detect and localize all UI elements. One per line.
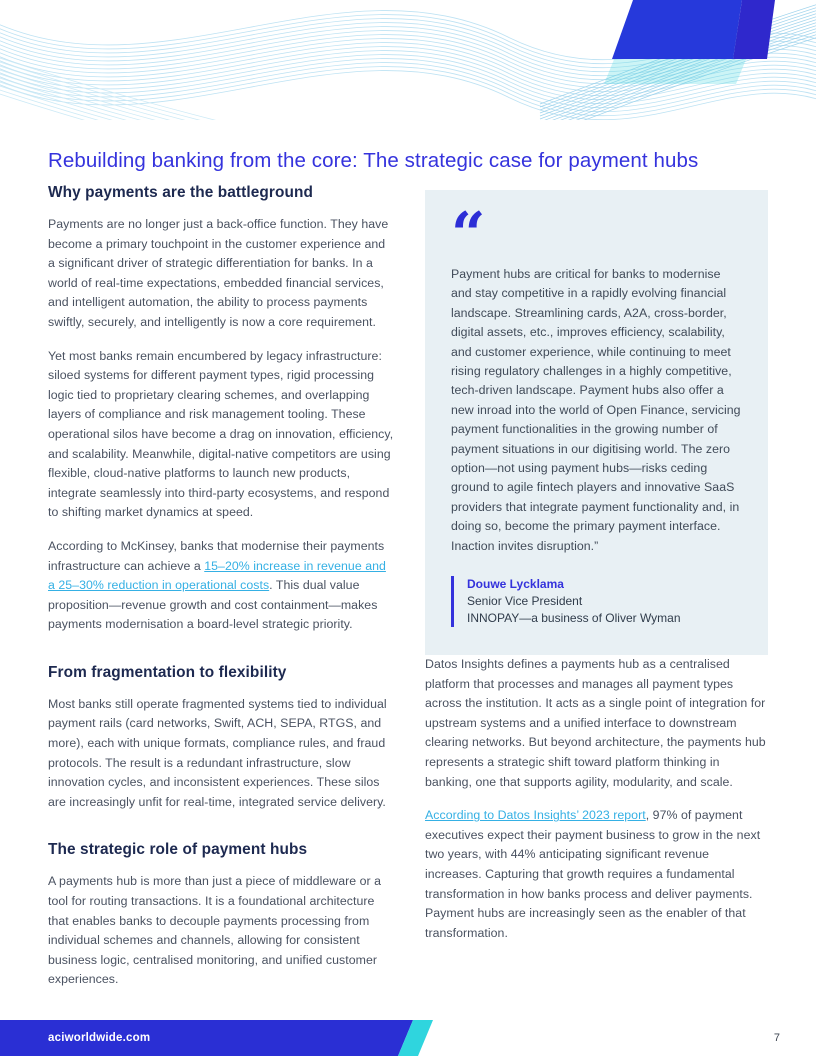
paragraph-with-link	[48, 537, 394, 635]
quote-author-org: INNOPAY—a business of Oliver Wyman	[467, 611, 681, 626]
section-heading: Why payments are the battleground	[48, 184, 313, 201]
paragraph: Most banks still operate fragmented systems tied to individual payment rails (card networks, Swift, ACH, SEPA, RTGS, and more), each with unique formats, compliance rules, and fraud protocols. The result is a redundant infrastructure, slow innovation cycles, and inconsistent experiences. These silos are increasingly unfit for real-time, integrated service delivery.	[48, 696, 387, 809]
footer-website-link[interactable]: aciworldwide.com	[48, 1032, 151, 1044]
page-number: 7	[773, 1032, 780, 1044]
header-accent-blue-shape	[612, 0, 742, 59]
section-strategic-role	[48, 841, 394, 990]
quote-author-name: Douwe Lycklama	[467, 577, 564, 592]
left-column	[48, 184, 394, 990]
paragraph-text: , 97% of payment executives expect their payment business to grow in the next two years, with 44% anticipating significant revenue increases. Capturing that growth requires a fundamental transformation in how banks process and deliver payments. Payment hubs are increasingly seen as the enabler of that transformation.	[425, 808, 761, 940]
content-columns	[48, 184, 768, 990]
quote-text: Payment hubs are critical for banks to modernise and stay competitive in a rapidly evolving financial landscape. Streamlining cards, A2A, cross-border, digital assets, etc., improves efficiency, scalability, and customer experience, while continuing to meet rising regulatory challenges in a highly competitive, tech-driven landscape. Payment hubs also offer a new inroad into the world of Open Finance, servicing payment functionalities in the growing number of payment situations in our digitising world. The zero option—not using payment hubs—risks ceding ground to agile fintech players and innovative SaaS providers that integrate payment functionality and, in doing so, become the primary payment interface. Inaction invites disruption.”	[451, 267, 741, 553]
mckinsey-stat-link[interactable]: 15–20% increase in revenue and a 25–30% reduction in operational costs	[48, 558, 386, 593]
paragraph: Datos Insights defines a payments hub as a centralised platform that processes and manages all payment types across the institution. It acts as a single point of integration for upstream systems and a unified interface to downstream clearing networks. But beyond architecture, the payments hub represents a strategic shift toward platform thinking in banking, one that supports agility, modularity, and scale.	[425, 657, 766, 789]
paragraph: Payments are no longer just a back-office function. They have become a primary touchpoint in the customer experience and a significant driver of strategic differentiation for banks. In a world of real-time expectations, embedded financial services, and intelligent automation, the ability to process payments swiftly, securely, and intelligently is now a core requirement.	[48, 217, 389, 329]
section-fragmentation	[48, 664, 394, 813]
paragraph: A payments hub is more than just a piece of middleware or a tool for routing transactions. It is a foundational architecture that enables banks to decouple payments processing from individual schemes and channels, allowing for consistent business logic, centralised monitoring, and unified customer experiences.	[48, 874, 382, 987]
paragraph-with-link	[425, 806, 768, 943]
section-heading: From fragmentation to flexibility	[48, 663, 287, 681]
datos-insights-report-link[interactable]: According to Datos Insights’ 2023 report	[425, 808, 646, 823]
right-column	[425, 184, 768, 990]
quote-icon: “	[451, 200, 486, 270]
section-heading: The strategic role of payment hubs	[48, 841, 308, 859]
pull-quote-card	[425, 190, 768, 655]
paragraph: Yet most banks remain encumbered by legacy infrastructure: siloed systems for different payment types, rigid processing logic tied to proprietary clearing schemes, and overlapping layers of compliance and risk management tooling. These operational silos have become a drag on innovation, efficiency, and scalability. Meanwhile, digital-native competitors are using flexible, cloud-native platforms to launch new products, integrate seamlessly into third-party ecosystems, and respond to shifting market dynamics at speed.	[48, 348, 394, 520]
paragraph-text: According to McKinsey, banks that modernise their payments infrastructure can achieve a	[48, 538, 385, 573]
quote-author-title: Senior Vice President	[467, 594, 583, 609]
page-title: Rebuilding banking from the core: The strategic case for payment hubs	[48, 148, 699, 172]
paragraph-text: . This dual value proposition—revenue growth and cost containment—makes payments modernisation a board-level strategic priority.	[48, 578, 378, 632]
header-wave-decoration	[0, 0, 816, 120]
quote-attribution	[451, 576, 742, 627]
section-why-payments	[48, 184, 394, 635]
